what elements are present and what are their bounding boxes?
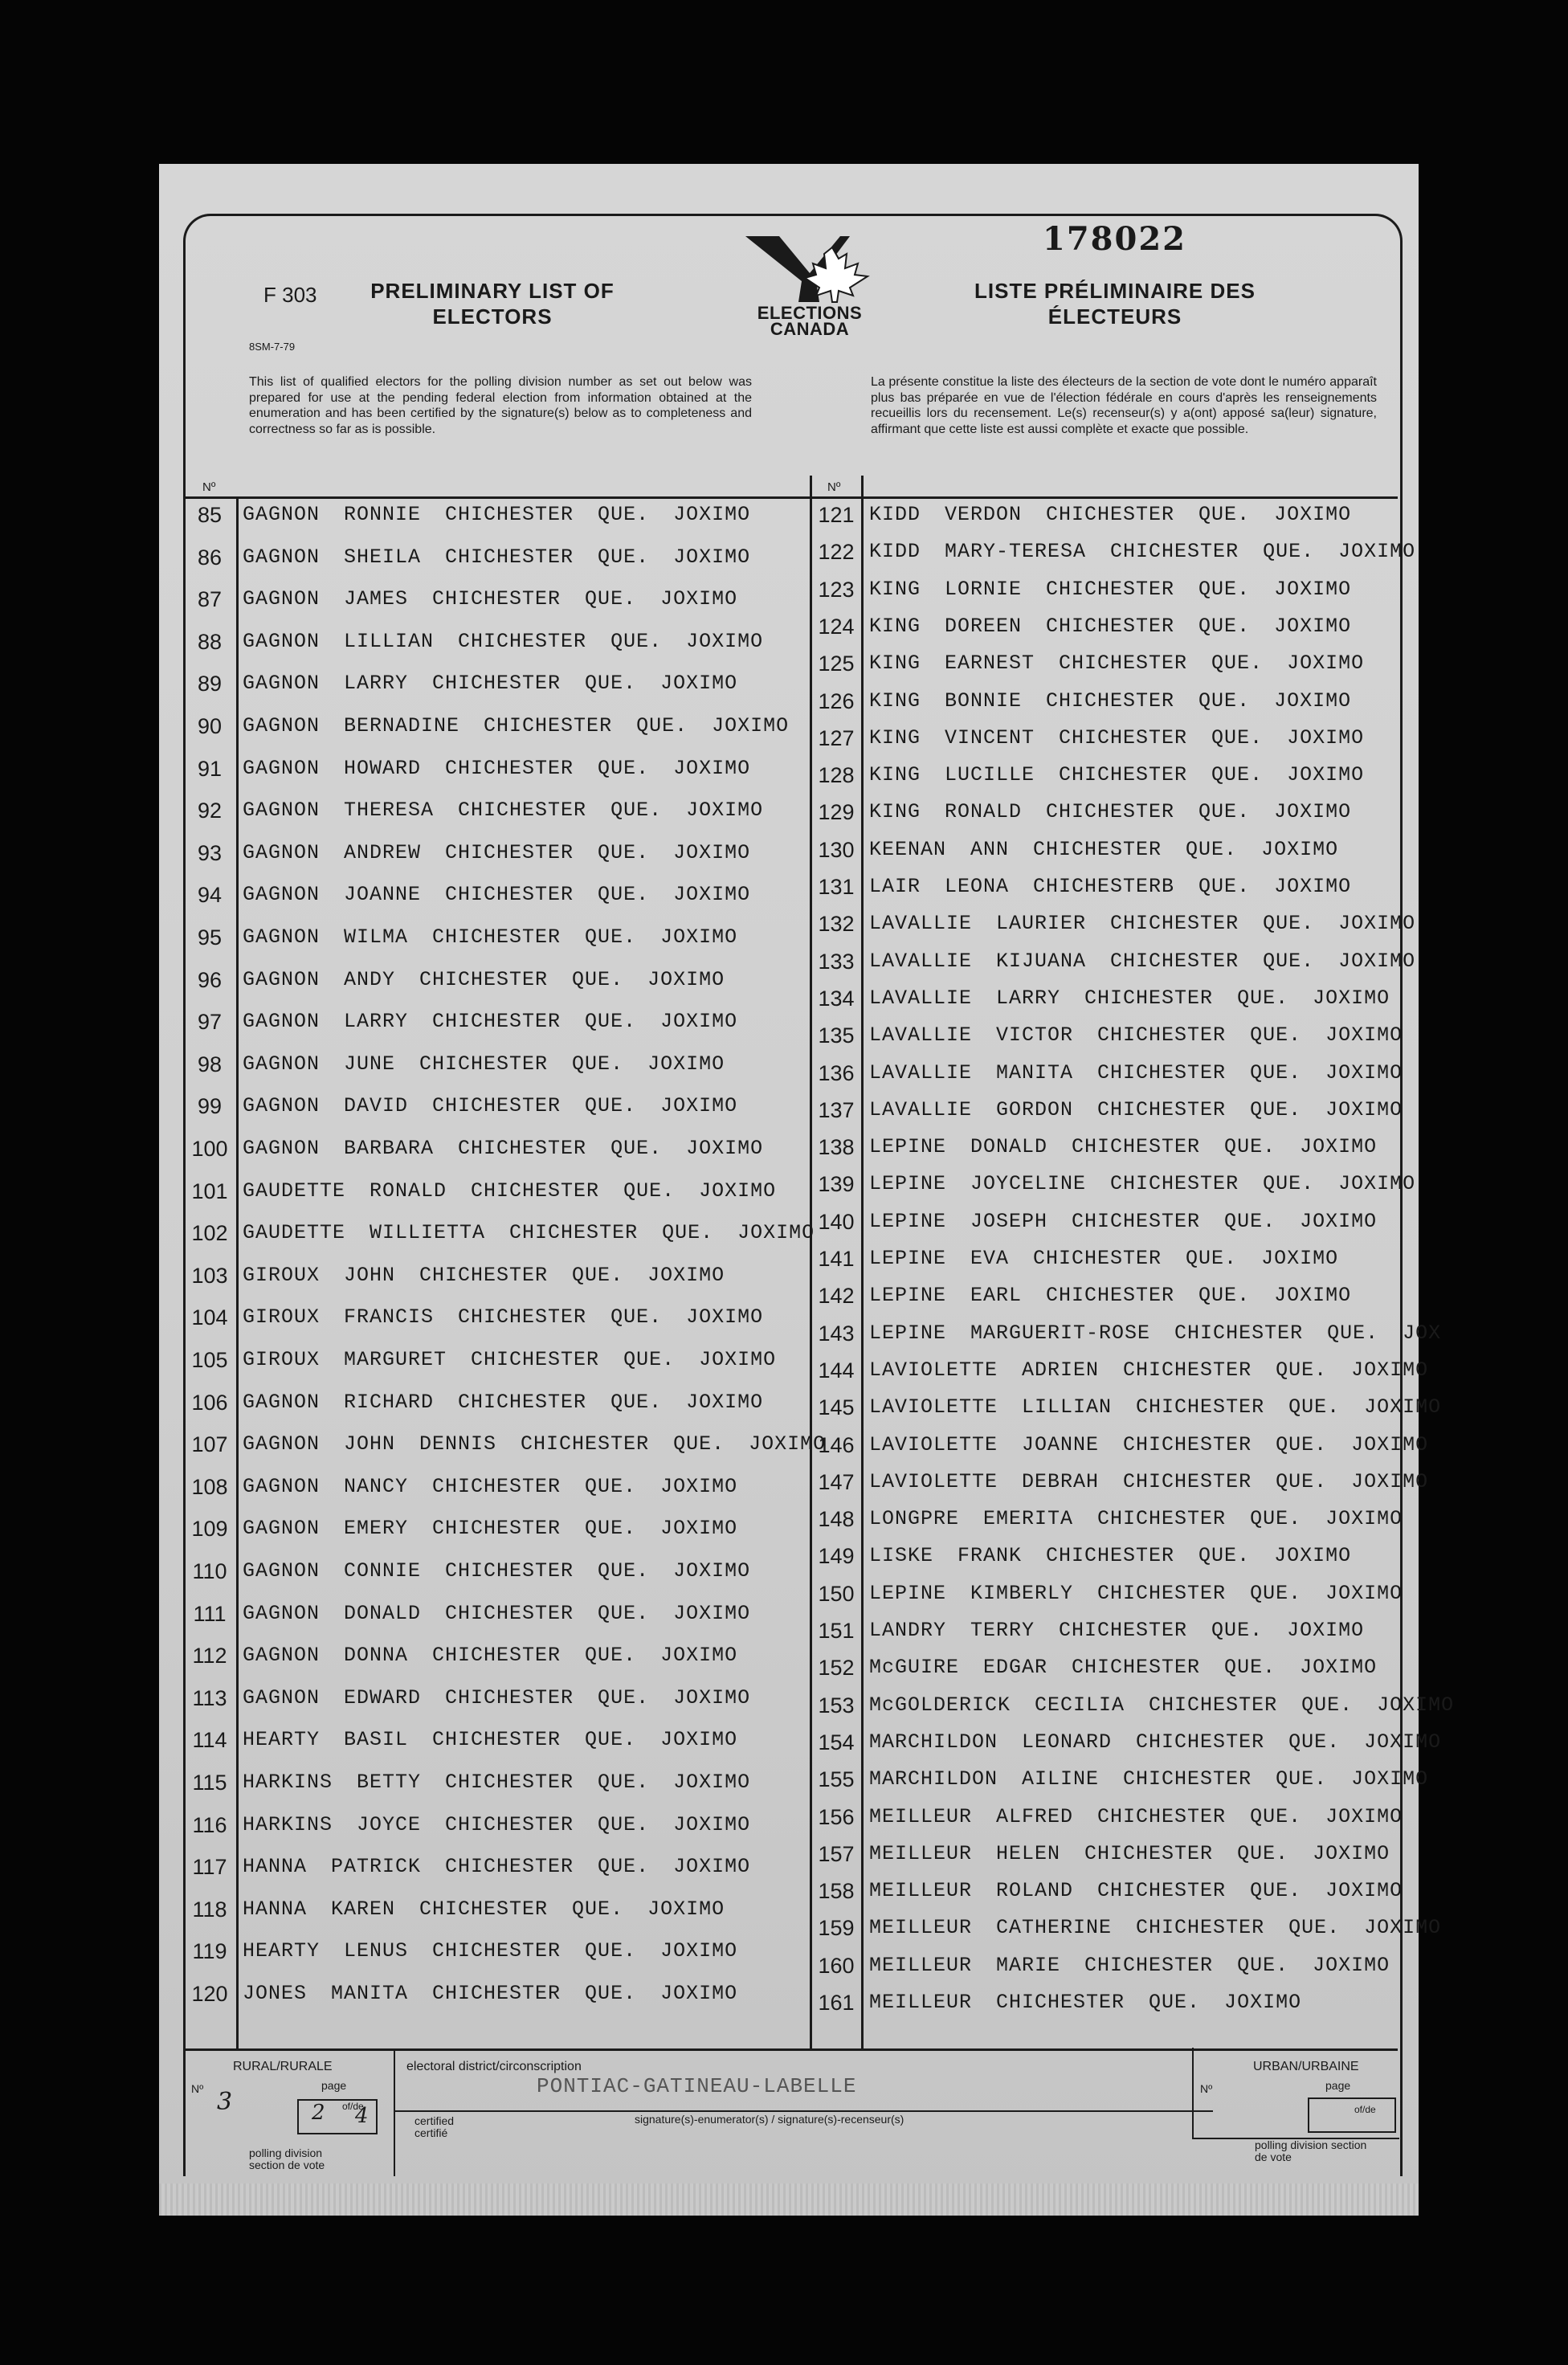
elector-number: 140 [818, 1209, 855, 1234]
elector-number: 150 [818, 1581, 855, 1606]
elector-entry: HANNA PATRICK CHICHESTER QUE. JOXIMO [243, 1855, 751, 1879]
elector-entry: McGOLDERICK CECILIA CHICHESTER QUE. JOXIMO [869, 1693, 1455, 1717]
elector-number: 136 [818, 1060, 855, 1085]
elector-number: 98 [197, 1052, 223, 1076]
elector-number: 107 [191, 1432, 228, 1457]
elector-number: 147 [818, 1469, 855, 1494]
certified-label: certified certifié [414, 2114, 455, 2139]
serial-number: 178022 [1043, 220, 1186, 258]
elector-entry: KIDD VERDON CHICHESTER QUE. JOXIMO [869, 503, 1352, 526]
elector-entry: GIROUX MARGURET CHICHESTER QUE. JOXIMO [243, 1348, 777, 1371]
left-number-rule [236, 496, 239, 2048]
elector-number: 139 [818, 1172, 855, 1197]
elector-entry: LISKE FRANK CHICHESTER QUE. JOXIMO [869, 1544, 1352, 1568]
elector-number: 160 [818, 1953, 855, 1978]
elector-number: 124 [818, 614, 855, 639]
elector-number: 126 [818, 688, 855, 713]
elector-number: 102 [191, 1221, 228, 1246]
elector-entry: HANNA KAREN CHICHESTER QUE. JOXIMO [243, 1897, 725, 1921]
page-of-label: of/de [342, 2101, 364, 2112]
elector-entry: HEARTY BASIL CHICHESTER QUE. JOXIMO [243, 1728, 738, 1752]
elector-entry: LONGPRE EMERITA CHICHESTER QUE. JOXIMO [869, 1507, 1403, 1531]
title-french: LISTE PRÉLIMINAIRE DES ÉLECTEURS [974, 279, 1256, 329]
elector-number: 89 [197, 672, 223, 696]
elector-entry: GIROUX JOHN CHICHESTER QUE. JOXIMO [243, 1263, 725, 1287]
elector-entry: MEILLEUR ALFRED CHICHESTER QUE. JOXIMO [869, 1804, 1403, 1828]
elector-entry: JONES MANITA CHICHESTER QUE. JOXIMO [243, 1982, 738, 2005]
elector-number: 161 [818, 1991, 855, 2015]
elector-entry: LEPINE JOSEPH CHICHESTER QUE. JOXIMO [869, 1209, 1378, 1233]
urban-no-label: Nº [1200, 2082, 1213, 2095]
elector-entry: KING EARNEST CHICHESTER QUE. JOXIMO [869, 651, 1365, 676]
elector-entry: LAVIOLETTE JOANNE CHICHESTER QUE. JOXIMO [869, 1432, 1429, 1456]
elector-number: 141 [818, 1247, 855, 1271]
elector-entry: GAGNON EMERY CHICHESTER QUE. JOXIMO [243, 1517, 738, 1541]
elector-number: 113 [192, 1685, 227, 1710]
elector-entry: LEPINE KIMBERLY CHICHESTER QUE. JOXIMO [869, 1581, 1403, 1605]
elector-entry: LAVIOLETTE DEBRAH CHICHESTER QUE. JOXIMO [869, 1469, 1429, 1493]
elector-number: 122 [818, 540, 855, 565]
elector-number: 155 [818, 1767, 855, 1792]
elector-number: 108 [191, 1474, 228, 1499]
elector-number: 105 [191, 1348, 228, 1372]
elector-number: 111 [193, 1601, 227, 1626]
elector-entry: KEENAN ANN CHICHESTER QUE. JOXIMO [869, 837, 1339, 861]
elector-entry: GAGNON JUNE CHICHESTER QUE. JOXIMO [243, 1052, 725, 1076]
logo-line-2: CANADA [770, 319, 850, 339]
elector-number: 92 [197, 799, 223, 823]
elector-entry: LAVALLIE LARRY CHICHESTER QUE. JOXIMO [869, 986, 1390, 1010]
elector-number: 133 [818, 949, 855, 974]
elector-number: 135 [818, 1023, 855, 1048]
paper-edge-texture [159, 2183, 1419, 2216]
elector-entry: MEILLEUR MARIE CHICHESTER QUE. JOXIMO [869, 1953, 1390, 1977]
elector-entry: LAVIOLETTE ADRIEN CHICHESTER QUE. JOXIMO [869, 1358, 1429, 1382]
elector-entry: GAGNON JOHN DENNIS CHICHESTER QUE. JOXIMO [243, 1432, 827, 1456]
urban-page-box [1308, 2097, 1396, 2133]
elector-number: 149 [818, 1544, 855, 1569]
elector-number: 100 [191, 1137, 228, 1161]
elector-number: 158 [818, 1879, 855, 1904]
elector-entry: GAGNON JAMES CHICHESTER QUE. JOXIMO [243, 587, 738, 611]
elector-number: 87 [197, 587, 223, 612]
elector-entry: GAGNON THERESA CHICHESTER QUE. JOXIMO [243, 799, 764, 823]
elector-entry: LAVALLIE MANITA CHICHESTER QUE. JOXIMO [869, 1060, 1403, 1084]
title-english: PRELIMINARY LIST OF ELECTORS [370, 279, 615, 329]
elector-number: 129 [818, 800, 855, 825]
elector-entry: GAGNON ANDY CHICHESTER QUE. JOXIMO [243, 967, 725, 991]
elector-number: 132 [818, 912, 855, 937]
polling-number: 3 [217, 2088, 233, 2116]
elector-number: 152 [818, 1656, 855, 1681]
elector-entry: GAGNON JOANNE CHICHESTER QUE. JOXIMO [243, 883, 751, 907]
elector-number: 110 [192, 1559, 227, 1583]
logo-line-1: ELECTIONS [757, 303, 863, 323]
elector-number: 134 [818, 986, 855, 1011]
elector-entry: KIDD MARY-TERESA CHICHESTER QUE. JOXIMO [869, 540, 1416, 564]
elector-entry: GAGNON NANCY CHICHESTER QUE. JOXIMO [243, 1474, 738, 1498]
elector-entry: GAGNON ANDREW CHICHESTER QUE. JOXIMO [243, 840, 751, 864]
left-number-header: Nº [202, 480, 216, 494]
elector-number: 119 [192, 1939, 227, 1964]
elector-number: 112 [192, 1644, 227, 1669]
elector-entry: LEPINE JOYCELINE CHICHESTER QUE. JOXIMO [869, 1172, 1416, 1196]
signature-label: signature(s)-enumerator(s) / signature(s)-recenseur(s) [635, 2113, 904, 2126]
form-footer [185, 2048, 1398, 2178]
elector-entry: McGUIRE EDGAR CHICHESTER QUE. JOXIMO [869, 1656, 1378, 1680]
electors-list-sheet [159, 164, 1455, 2216]
elector-number: 116 [192, 1812, 227, 1837]
elector-entry: GAGNON RICHARD CHICHESTER QUE. JOXIMO [243, 1390, 764, 1414]
elector-entry: MARCHILDON LEONARD CHICHESTER QUE. JOXIMO [869, 1730, 1442, 1754]
elector-number: 101 [191, 1178, 228, 1203]
elector-entry: KING BONNIE CHICHESTER QUE. JOXIMO [869, 688, 1352, 713]
urban-polling-label: polling division section de vote [1255, 2138, 1367, 2163]
rural-no-label: Nº [191, 2082, 204, 2095]
urban-of-label: of/de [1354, 2104, 1376, 2115]
page-number: 2 [312, 2101, 325, 2125]
elector-entry: KING LORNIE CHICHESTER QUE. JOXIMO [869, 577, 1352, 601]
elector-number: 127 [818, 725, 855, 750]
elector-entry: GAGNON BARBARA CHICHESTER QUE. JOXIMO [243, 1137, 764, 1160]
elector-entry: GAGNON DONALD CHICHESTER QUE. JOXIMO [243, 1601, 751, 1625]
elector-entry: GAUDETTE WILLIETTA CHICHESTER QUE. JOXIMO [243, 1221, 815, 1245]
elector-entry: GAGNON CONNIE CHICHESTER QUE. JOXIMO [243, 1559, 751, 1583]
elector-entry: LAVIOLETTE LILLIAN CHICHESTER QUE. JOXIMO [869, 1395, 1442, 1419]
elector-number: 95 [197, 925, 223, 950]
elector-entry: LAVALLIE LAURIER CHICHESTER QUE. JOXIMO [869, 912, 1416, 936]
elector-entry: GAGNON BERNADINE CHICHESTER QUE. JOXIMO [243, 714, 790, 737]
page-total: 4 [355, 2104, 369, 2128]
district-stamp: PONTIAC-GATINEAU-LABELLE [537, 2074, 857, 2098]
district-label: electoral district/circonscription [406, 2060, 582, 2073]
elector-entry: GAGNON EDWARD CHICHESTER QUE. JOXIMO [243, 1685, 751, 1709]
rural-polling-label: polling division section de vote [249, 2146, 325, 2171]
elector-number: 145 [818, 1395, 855, 1420]
elector-number: 156 [818, 1804, 855, 1829]
elector-number: 106 [191, 1390, 228, 1415]
elector-entry: GAGNON LARRY CHICHESTER QUE. JOXIMO [243, 1010, 738, 1034]
elector-entry: LAIR LEONA CHICHESTERB QUE. JOXIMO [869, 875, 1352, 898]
elector-entry: GAGNON DONNA CHICHESTER QUE. JOXIMO [243, 1644, 738, 1668]
center-rule-2 [861, 476, 864, 2048]
elector-number: 128 [818, 763, 855, 788]
elector-number: 90 [197, 714, 223, 738]
elector-number: 86 [197, 545, 223, 570]
elector-number: 123 [818, 577, 855, 602]
elector-number: 148 [818, 1507, 855, 1532]
elector-number: 153 [818, 1693, 855, 1718]
elector-entry: GAGNON HOWARD CHICHESTER QUE. JOXIMO [243, 756, 751, 780]
elector-number: 157 [818, 1841, 855, 1866]
elector-number: 146 [818, 1432, 855, 1457]
elector-entry: GAGNON RONNIE CHICHESTER QUE. JOXIMO [243, 503, 751, 526]
elector-number: 93 [197, 840, 223, 865]
elector-number: 109 [191, 1517, 228, 1542]
elector-number: 114 [192, 1728, 227, 1753]
elector-entry: LANDRY TERRY CHICHESTER QUE. JOXIMO [869, 1619, 1365, 1642]
elector-number: 130 [818, 837, 855, 862]
elector-number: 131 [818, 875, 855, 899]
elector-number: 143 [818, 1321, 855, 1346]
elector-entry: MEILLEUR HELEN CHICHESTER QUE. JOXIMO [869, 1841, 1390, 1865]
elector-entry: LEPINE EARL CHICHESTER QUE. JOXIMO [869, 1284, 1352, 1308]
elector-entry: LAVALLIE KIJUANA CHICHESTER QUE. JOXIMO [869, 949, 1416, 973]
elector-number: 154 [818, 1730, 855, 1754]
elector-entry: MEILLEUR CHICHESTER QUE. JOXIMO [869, 1991, 1302, 2014]
elector-number: 97 [197, 1010, 223, 1035]
elector-entry: HARKINS BETTY CHICHESTER QUE. JOXIMO [243, 1771, 751, 1794]
elector-number: 118 [192, 1897, 227, 1922]
page-label: page [321, 2079, 347, 2092]
elector-number: 117 [192, 1855, 227, 1880]
elector-number: 151 [818, 1619, 855, 1643]
elector-entry: LEPINE EVA CHICHESTER QUE. JOXIMO [869, 1247, 1339, 1270]
elector-number: 142 [818, 1284, 855, 1309]
elector-entry: HARKINS JOYCE CHICHESTER QUE. JOXIMO [243, 1812, 751, 1836]
elector-entry: KING LUCILLE CHICHESTER QUE. JOXIMO [869, 763, 1365, 787]
elector-entry: GAGNON DAVID CHICHESTER QUE. JOXIMO [243, 1094, 738, 1118]
elections-canada-logo [729, 231, 890, 344]
elector-number: 103 [191, 1263, 228, 1288]
elector-entry: MEILLEUR CATHERINE CHICHESTER QUE. JOXIMO [869, 1916, 1442, 1940]
elector-entry: KING DOREEN CHICHESTER QUE. JOXIMO [869, 614, 1352, 638]
elector-number: 85 [197, 503, 223, 527]
elector-entry: MARCHILDON AILINE CHICHESTER QUE. JOXIMO [869, 1767, 1429, 1791]
right-number-header: Nº [827, 480, 841, 494]
form-code: F 303 [263, 283, 317, 307]
elector-entry: GIROUX FRANCIS CHICHESTER QUE. JOXIMO [243, 1305, 764, 1330]
elector-number: 115 [192, 1771, 227, 1795]
urban-page-label: page [1325, 2079, 1351, 2092]
rural-label: RURAL/RURALE [233, 2060, 333, 2073]
elector-number: 99 [197, 1094, 223, 1119]
elector-number: 138 [818, 1135, 855, 1160]
signature-rule [394, 2110, 1213, 2112]
elector-entry: LAVALLIE VICTOR CHICHESTER QUE. JOXIMO [869, 1023, 1403, 1048]
elector-entry: LAVALLIE GORDON CHICHESTER QUE. JOXIMO [869, 1097, 1403, 1121]
elector-entry: KING VINCENT CHICHESTER QUE. JOXIMO [869, 725, 1365, 750]
elector-number: 121 [818, 503, 855, 527]
maple-leaf-icon [729, 231, 890, 305]
elector-entry: LEPINE DONALD CHICHESTER QUE. JOXIMO [869, 1135, 1378, 1159]
elector-number: 144 [818, 1358, 855, 1383]
urban-label: URBAN/URBAINE [1253, 2060, 1359, 2073]
elector-number: 137 [818, 1097, 855, 1122]
form-revision: 8SM-7-79 [249, 341, 296, 353]
elector-number: 104 [191, 1305, 228, 1330]
elector-entry: GAGNON LILLIAN CHICHESTER QUE. JOXIMO [243, 629, 764, 653]
elector-entry: MEILLEUR ROLAND CHICHESTER QUE. JOXIMO [869, 1879, 1403, 1903]
list-top-rule [185, 496, 1398, 499]
elector-number: 125 [818, 651, 855, 676]
elector-number: 91 [197, 756, 223, 781]
elector-number: 94 [197, 883, 223, 908]
elector-entry: HEARTY LENUS CHICHESTER QUE. JOXIMO [243, 1939, 738, 1963]
elector-entry: LEPINE MARGUERIT-ROSE CHICHESTER QUE. JOX [869, 1321, 1442, 1345]
elector-entry: GAUDETTE RONALD CHICHESTER QUE. JOXIMO [243, 1178, 777, 1203]
intro-english: This list of qualified electors for the polling division number as set out below was prepared for use at the pending federal election from information obtained at the enumeration and has been certified by the signature(s) below as to completeness and correctness so far as is possible. [249, 375, 752, 436]
elector-entry: GAGNON LARRY CHICHESTER QUE. JOXIMO [243, 672, 738, 696]
elector-entry: GAGNON SHEILA CHICHESTER QUE. JOXIMO [243, 545, 751, 569]
intro-french: La présente constitue la liste des électeurs de la section de vote dont le numéro apparaît plus bas préparée en vue de l'élection fédérale en cours d'après les renseignements recueillis lors du recensement. Le(s) recenseur(s) y a(ont) apposé sa(leur) signature, affirmant que cette liste est aussi complète et exacte que possible. [871, 375, 1377, 436]
elector-entry: KING RONALD CHICHESTER QUE. JOXIMO [869, 800, 1352, 824]
elector-number: 88 [197, 629, 223, 654]
elector-number: 159 [818, 1916, 855, 1941]
elector-number: 120 [191, 1982, 228, 2006]
elector-entry: GAGNON WILMA CHICHESTER QUE. JOXIMO [243, 925, 738, 949]
elector-number: 96 [197, 967, 223, 992]
